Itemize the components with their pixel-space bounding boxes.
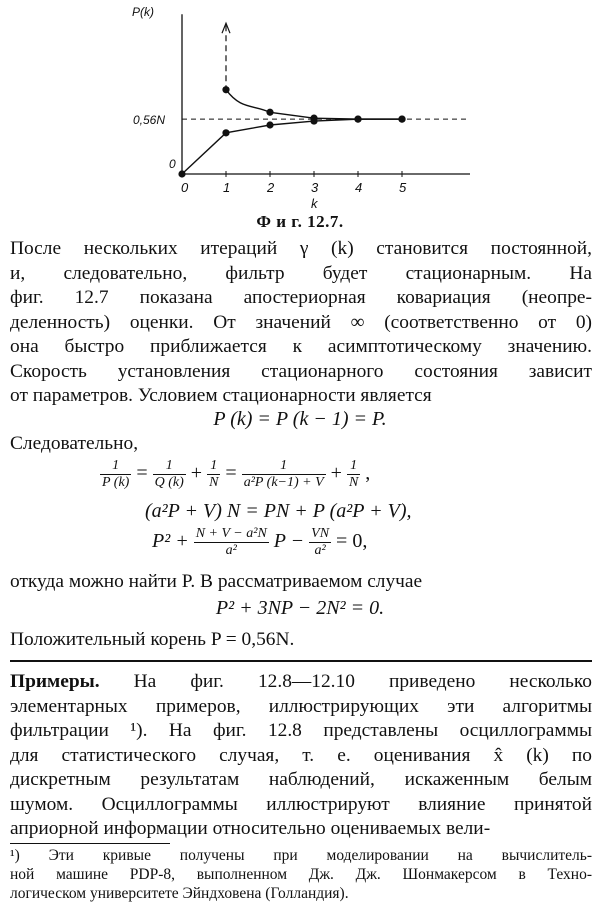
text-line: элементарных примеров, иллюстрирующих эти алгоритмы xyxy=(10,695,592,717)
equation-expanded: (a²P + V) N = PN + P (a²P + V), xyxy=(145,500,412,522)
text-positive-root: Положительный корень P = 0,56N. xyxy=(10,629,295,650)
fraction: $\frac{VN}{\text{a²}}$ xyxy=(311,526,330,558)
figure-12-7-chart xyxy=(0,0,600,215)
text-line: для статистического случая, т. е. оценивания x̂ (k) по xyxy=(10,744,592,766)
text-line: После нескольких итераций γ (k) становится постоянной, xyxy=(10,238,592,259)
series-1-point xyxy=(398,116,405,123)
text-line: она быстро приближается к асимптотическому значению. xyxy=(10,336,592,357)
text-line: дискретным результатам наблюдений, искаженным белым xyxy=(10,769,592,790)
text-line: Скорость установления стационарного состояния зависит xyxy=(10,360,592,382)
series-0-point xyxy=(222,86,229,93)
text-line: Примеры. На фиг. 12.8—12.10 приведено несколько xyxy=(10,671,592,692)
section-divider xyxy=(10,660,592,662)
x-tick-label: 1 xyxy=(223,180,231,195)
text-line xyxy=(10,432,592,457)
text-line xyxy=(10,628,592,653)
series-1-line xyxy=(182,119,402,174)
text-line xyxy=(10,570,592,595)
fraction: $\frac{\text{N + V − a²N}}{\text{a²}}$ xyxy=(195,526,267,558)
equation-quadratic-general: P² + $\frac{\text{N + V − a²N}}{\text{a²}}$ P − $\frac{VN}{\text{a²}}$ = 0, xyxy=(152,526,368,558)
footnote-line: логическом университете Эйндховена (Голландия). xyxy=(10,885,349,902)
footnote-line: ¹) Эти кривые получены при моделировании на вычислитель- xyxy=(10,847,592,864)
text-line: априорной информации относительно оцениваемых вели- xyxy=(10,818,491,839)
series-1-point xyxy=(310,117,317,124)
series-1-point xyxy=(354,116,361,123)
text-line: шумом. Осциллограммы иллюстрируют влияние принятой xyxy=(10,793,592,815)
x-axis-label: k xyxy=(311,196,318,211)
figure-caption: Ф и г. 12.7. xyxy=(256,212,344,231)
series-0-point xyxy=(266,109,273,116)
fraction: $\frac{1}{N}$ xyxy=(209,458,219,490)
text-line: от параметров. Условием стационарности является xyxy=(10,385,432,406)
fraction: $\frac{1}{N}$ xyxy=(348,458,359,490)
text-otkuda: откуда можно найти P. В рассматриваемом случае xyxy=(10,571,423,592)
series-1-point xyxy=(222,129,229,136)
x-tick-label: 3 xyxy=(311,180,319,195)
x-tick-label: 4 xyxy=(355,180,363,195)
text-line: деленность) оценки. От значений ∞ (соответственно от 0) xyxy=(10,311,592,333)
x-tick-label: 2 xyxy=(267,180,275,195)
y-tick-label: 0 xyxy=(169,157,176,171)
x-tick-label: 5 xyxy=(399,180,407,195)
text-sledovatelno: Следовательно, xyxy=(10,433,139,454)
y-axis-label: P(k) xyxy=(132,5,154,19)
fraction: $\frac{1}{Q (k)}$ xyxy=(154,458,184,490)
paragraph-examples xyxy=(10,670,592,842)
text-line: и, следовательно, фильтр будет стационарным. На xyxy=(10,262,592,284)
footnote xyxy=(10,846,592,903)
text-line: фильтрации ¹). На фиг. 12.8 представлены осциллограммы xyxy=(10,720,592,741)
fraction: $\frac{1}{P (k)}$ xyxy=(102,458,130,490)
series-1-point xyxy=(266,121,273,128)
x-tick-label: 0 xyxy=(181,180,189,195)
equation-quadratic: P² + 3NP − 2N² = 0. xyxy=(215,597,385,619)
series-1-point xyxy=(178,170,185,177)
text-line: фиг. 12.7 показана апостериорная ковариация (неопре- xyxy=(10,287,592,308)
fraction: $\frac{1}{\text{a²P (k−1) + V}}$ xyxy=(243,458,324,490)
footnote-divider xyxy=(10,843,170,844)
footnote-line: ной машине PDP-8, выполненном Дж. Дж. Шонмакерсом в Техно- xyxy=(10,866,592,883)
paragraph-1 xyxy=(10,237,592,409)
equation-reciprocal: $\frac{1}{P (k)}$ = $\frac{1}{Q (k)}$ + $\frac{1}{N}$ = $\frac{1}{\text{a²P (k−1) + V}}$ + $\frac{1}{N}$ , xyxy=(102,458,371,490)
equation-stationarity: P (k) = P (k − 1) = P. xyxy=(213,408,387,430)
y-tick-label: 0,56N xyxy=(133,113,166,128)
examples-heading: Примеры. xyxy=(10,671,100,692)
